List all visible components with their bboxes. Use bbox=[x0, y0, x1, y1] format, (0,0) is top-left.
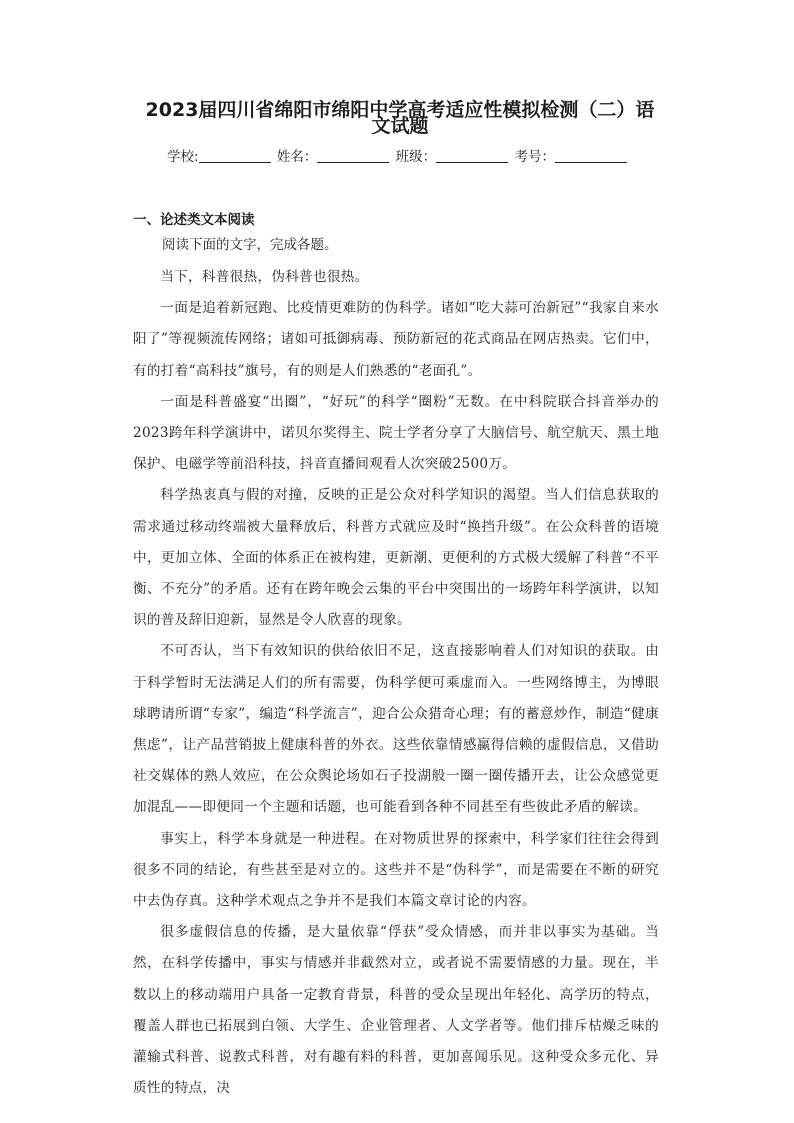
reading-passage bbox=[133, 262, 659, 1104]
name-label: 姓名： bbox=[276, 149, 318, 165]
paragraph: 很多虚假信息的传播，是大量依靠“俘获”受众情感，而并非以事实为基础。当然，在科学传播中，事实与情感并非截然对立，或者说不需要情感的力量。现在，半数以上的移动端用户具备一定教育背景，科普的受众呈现出年轻化、高学历的特点，覆盖人群也已拓展到白领、大学生、企业管理者、人文学者等。他们排斥枯燥乏味的灌输式科普、说教式科普，对有趣有料的科普，更加喜闻乐见。这种受众多元化、异质性的特点，决 bbox=[133, 924, 659, 1097]
exam-number-label: 考号： bbox=[514, 149, 555, 165]
student-info-row bbox=[0, 145, 794, 165]
page-title-line-1: 2023届四川省绵阳市绵阳中学高考适应性模拟检测（二）语 bbox=[145, 99, 655, 121]
paragraph: 不可否认，当下有效知识的供给依旧不足，这直接影响着人们对知识的获取。由于科学暂时无法满足人们的所有需要，伪科学便可乘虚而入。一些网络博主，为博眼球聘请所谓“专家”，编造“科学流言”，迎合公众猎奇心理；有的蓄意炒作，制造“健康焦虑”，让产品营销披上健康科普的外衣。这些依靠情感赢得信赖的虚假信息，又借助社交媒体的熟人效应，在公众舆论场如石子投湖般一圈一圈传播开去，让公众感觉更加混乱——即便同一个主题和话题，也可能看到各种不同甚至有些彼此矛盾的解读。 bbox=[133, 643, 659, 816]
paragraph: 科学热衷真与假的对撞，反映的正是公众对科学知识的渴望。当人们信息获取的需求通过移动终端被大量释放后，科普方式就应及时“换挡升级”。在公众科普的语境中，更加立体、全面的体系正在被构建，更新潮、更便利的方式极大缓解了科普“不平衡、不充分”的矛盾。还有在跨年晚会云集的平台中突围出的一场跨年科学演讲，以知识的普及辞旧迎新，显然是令人欣喜的现象。 bbox=[133, 487, 659, 629]
section-heading: 一、论述类文本阅读 bbox=[133, 212, 255, 228]
school-field[interactable] bbox=[199, 148, 271, 163]
paragraph: 一面是科普盛宴“出圈”，“好玩”的科学“圈粉”无数。在中科院联合抖音举办的2023跨年科学演讲中，诺贝尔奖得主、院士学者分享了大脑信号、航空航天、黑土地保护、电磁学等前沿科技，抖音直播间观看人次突破2500万。 bbox=[133, 393, 659, 473]
school-label: 学校: bbox=[167, 149, 199, 165]
exam-number-field[interactable] bbox=[555, 148, 627, 163]
paragraph: 事实上，科学本身就是一种进程。在对物质世界的探索中，科学家们往往会得到很多不同的结论，有些甚至是对立的。这些并不是“伪科学”，而是需要在不断的研究中去伪存真。这种学术观点之争并不是我们本篇文章讨论的内容。 bbox=[133, 830, 659, 910]
class-label: 班级： bbox=[395, 149, 437, 165]
name-field[interactable] bbox=[317, 148, 389, 163]
class-field[interactable] bbox=[436, 148, 508, 163]
page-title-line-2: 文试题 bbox=[371, 115, 429, 137]
section-instruction: 阅读下面的文字，完成各题。 bbox=[162, 237, 338, 253]
paragraph: 当下，科普很热，伪科普也很热。 bbox=[160, 269, 369, 285]
paragraph: 一面是追着新冠跑、比疫情更难防的伪科学。诸如“吃大蒜可治新冠”“我家自来水阳了”等视频流传网络；诸如可抵御病毒、预防新冠的花式商品在网店热卖。它们中，有的打着“高科技”旗号，有的则是人们熟悉的“老面孔”。 bbox=[133, 300, 659, 379]
